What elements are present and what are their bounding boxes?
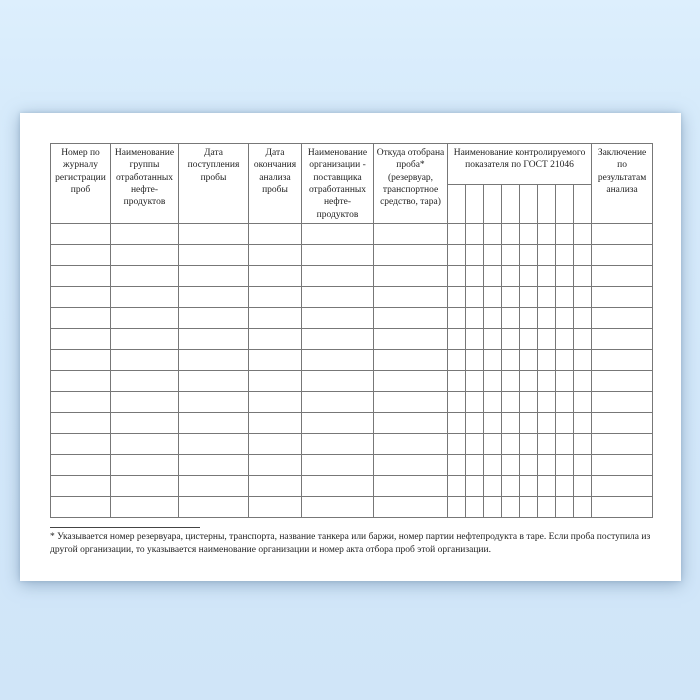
empty-cell [374, 371, 448, 392]
empty-cell [556, 413, 574, 434]
empty-cell [538, 245, 556, 266]
empty-cell [111, 308, 179, 329]
col-header-conclusion: Заключение по результатам анализа [592, 144, 653, 224]
empty-cell [111, 434, 179, 455]
empty-cell [592, 287, 653, 308]
empty-cell [538, 371, 556, 392]
empty-cell [302, 371, 374, 392]
table-row [51, 434, 653, 455]
empty-cell [484, 266, 502, 287]
table-row [51, 224, 653, 245]
empty-cell [538, 434, 556, 455]
empty-cell [111, 476, 179, 497]
empty-cell [374, 434, 448, 455]
empty-cell [448, 413, 466, 434]
empty-cell [502, 308, 520, 329]
empty-cell [592, 497, 653, 518]
empty-cell [574, 350, 592, 371]
empty-cell [592, 245, 653, 266]
empty-cell [574, 476, 592, 497]
empty-cell [179, 392, 249, 413]
empty-cell [179, 413, 249, 434]
empty-cell [111, 413, 179, 434]
empty-cell [520, 497, 538, 518]
empty-cell [484, 350, 502, 371]
empty-cell [592, 455, 653, 476]
empty-cell [484, 455, 502, 476]
empty-cell [448, 329, 466, 350]
empty-cell [556, 497, 574, 518]
empty-cell [448, 434, 466, 455]
empty-cell [466, 287, 484, 308]
empty-cell [374, 497, 448, 518]
empty-cell [111, 224, 179, 245]
empty-cell [179, 455, 249, 476]
empty-cell [374, 476, 448, 497]
empty-cell [249, 455, 302, 476]
empty-cell [484, 224, 502, 245]
empty-cell [484, 413, 502, 434]
footnote-separator-line [50, 527, 200, 528]
empty-cell [302, 287, 374, 308]
empty-cell [592, 476, 653, 497]
register-table [50, 143, 653, 518]
empty-cell [592, 308, 653, 329]
col-header-sample-origin: Откуда отобрана проба* (резервуар, транспортное средство, тара) [374, 144, 448, 224]
empty-cell [374, 350, 448, 371]
empty-cell [484, 308, 502, 329]
empty-cell [249, 371, 302, 392]
empty-cell [249, 434, 302, 455]
empty-cell [51, 476, 111, 497]
empty-cell [556, 371, 574, 392]
empty-cell [179, 245, 249, 266]
empty-cell [466, 371, 484, 392]
empty-cell [592, 371, 653, 392]
empty-cell [556, 476, 574, 497]
empty-cell [302, 245, 374, 266]
empty-cell [51, 350, 111, 371]
empty-cell [51, 308, 111, 329]
empty-cell [502, 245, 520, 266]
empty-cell [538, 329, 556, 350]
empty-cell [111, 455, 179, 476]
empty-cell [592, 224, 653, 245]
empty-cell [51, 371, 111, 392]
empty-cell [538, 413, 556, 434]
empty-cell [111, 350, 179, 371]
empty-cell [179, 266, 249, 287]
empty-cell [484, 245, 502, 266]
table-row [51, 266, 653, 287]
empty-cell [179, 371, 249, 392]
empty-cell [520, 392, 538, 413]
empty-cell [574, 266, 592, 287]
empty-cell [502, 434, 520, 455]
empty-cell [574, 497, 592, 518]
empty-cell [520, 434, 538, 455]
empty-cell [51, 392, 111, 413]
empty-cell [574, 308, 592, 329]
empty-cell [249, 266, 302, 287]
empty-cell [249, 308, 302, 329]
empty-cell [249, 497, 302, 518]
empty-cell [520, 287, 538, 308]
empty-cell [448, 497, 466, 518]
empty-cell [51, 455, 111, 476]
empty-cell [374, 329, 448, 350]
empty-cell [302, 455, 374, 476]
empty-cell [484, 497, 502, 518]
table-row [51, 287, 653, 308]
empty-cell [111, 245, 179, 266]
empty-cell [466, 266, 484, 287]
empty-cell [502, 392, 520, 413]
empty-cell [538, 224, 556, 245]
indicator-subcolumn-cell [520, 184, 538, 224]
indicator-subcolumn-cell [556, 184, 574, 224]
empty-cell [520, 455, 538, 476]
empty-cell [574, 329, 592, 350]
empty-cell [111, 497, 179, 518]
empty-cell [249, 413, 302, 434]
empty-cell [448, 392, 466, 413]
empty-cell [466, 308, 484, 329]
table-row [51, 350, 653, 371]
empty-cell [592, 392, 653, 413]
empty-cell [538, 287, 556, 308]
empty-cell [556, 455, 574, 476]
empty-cell [249, 224, 302, 245]
empty-cell [520, 245, 538, 266]
empty-cell [484, 329, 502, 350]
empty-cell [466, 455, 484, 476]
empty-cell [520, 371, 538, 392]
table-row [51, 329, 653, 350]
empty-cell [466, 329, 484, 350]
empty-cell [51, 245, 111, 266]
empty-cell [466, 224, 484, 245]
empty-cell [51, 329, 111, 350]
empty-cell [374, 455, 448, 476]
empty-cell [448, 287, 466, 308]
empty-cell [484, 476, 502, 497]
empty-cell [466, 350, 484, 371]
empty-cell [249, 329, 302, 350]
empty-cell [466, 245, 484, 266]
empty-cell [51, 224, 111, 245]
empty-cell [374, 224, 448, 245]
empty-cell [502, 476, 520, 497]
empty-cell [502, 497, 520, 518]
empty-cell [520, 476, 538, 497]
table-row [51, 245, 653, 266]
empty-cell [592, 329, 653, 350]
empty-cell [574, 245, 592, 266]
empty-cell [466, 413, 484, 434]
empty-cell [520, 350, 538, 371]
empty-cell [466, 497, 484, 518]
empty-cell [556, 329, 574, 350]
empty-cell [302, 434, 374, 455]
empty-cell [466, 476, 484, 497]
empty-cell [556, 287, 574, 308]
empty-cell [179, 476, 249, 497]
empty-cell [556, 434, 574, 455]
empty-cell [448, 350, 466, 371]
empty-cell [538, 476, 556, 497]
empty-cell [302, 497, 374, 518]
table-row [51, 476, 653, 497]
empty-cell [448, 266, 466, 287]
indicator-subcolumn-cell [574, 184, 592, 224]
table-header [51, 144, 653, 224]
empty-cell [556, 308, 574, 329]
empty-cell [520, 308, 538, 329]
empty-cell [179, 329, 249, 350]
empty-cell [502, 350, 520, 371]
empty-cell [448, 371, 466, 392]
empty-cell [249, 476, 302, 497]
empty-cell [574, 392, 592, 413]
empty-cell [538, 266, 556, 287]
empty-cell [538, 350, 556, 371]
col-header-date-analysis-end: Дата окончания анализа пробы [249, 144, 302, 224]
empty-cell [249, 392, 302, 413]
empty-cell [556, 266, 574, 287]
empty-cell [302, 329, 374, 350]
empty-cell [502, 266, 520, 287]
empty-cell [374, 266, 448, 287]
empty-cell [302, 413, 374, 434]
empty-cell [502, 329, 520, 350]
empty-cell [574, 224, 592, 245]
empty-cell [520, 329, 538, 350]
empty-cell [556, 224, 574, 245]
indicator-subcolumn-cell [466, 184, 484, 224]
empty-cell [448, 245, 466, 266]
empty-cell [302, 308, 374, 329]
empty-cell [574, 371, 592, 392]
indicator-subcolumn-cell [538, 184, 556, 224]
empty-cell [374, 392, 448, 413]
col-header-supplier-org: Наименование организации - поставщика отработанных нефте-продуктов [302, 144, 374, 224]
empty-cell [302, 476, 374, 497]
empty-cell [111, 329, 179, 350]
empty-cell [51, 266, 111, 287]
empty-cell [448, 224, 466, 245]
table-row [51, 497, 653, 518]
empty-cell [574, 287, 592, 308]
empty-cell [374, 245, 448, 266]
footnote-text: * Указывается номер резервуара, цистерны, транспорта, название танкера или баржи, номер партии нефтепродукта в таре. Если проба поступила из другой организации, то указывается наименование организации и номер акта отбора проб этой организации. [50, 532, 651, 556]
empty-cell [51, 287, 111, 308]
empty-cell [502, 371, 520, 392]
empty-cell [556, 245, 574, 266]
table-row [51, 455, 653, 476]
empty-cell [484, 392, 502, 413]
empty-cell [574, 413, 592, 434]
empty-cell [556, 392, 574, 413]
empty-cell [538, 308, 556, 329]
empty-cell [302, 350, 374, 371]
empty-cell [466, 392, 484, 413]
empty-cell [520, 413, 538, 434]
empty-cell [111, 287, 179, 308]
table-row [51, 413, 653, 434]
empty-cell [538, 392, 556, 413]
empty-cell [111, 266, 179, 287]
empty-cell [111, 371, 179, 392]
empty-cell [574, 434, 592, 455]
col-header-reg-number: Номер по журналу регистрации проб [51, 144, 111, 224]
empty-cell [592, 413, 653, 434]
empty-cell [448, 455, 466, 476]
col-header-product-group: Наименование группы отработанных нефте-продуктов [111, 144, 179, 224]
empty-cell [249, 287, 302, 308]
form-page [20, 113, 681, 581]
empty-cell [448, 476, 466, 497]
empty-cell [592, 434, 653, 455]
col-header-indicator-group: Наименование контролируемого показателя по ГОСТ 21046 [448, 144, 592, 185]
empty-cell [484, 434, 502, 455]
empty-cell [538, 497, 556, 518]
empty-cell [466, 434, 484, 455]
empty-cell [179, 434, 249, 455]
table-body [51, 224, 653, 518]
footnote [50, 527, 651, 557]
indicator-subcolumn-cell [502, 184, 520, 224]
empty-cell [538, 455, 556, 476]
empty-cell [502, 455, 520, 476]
empty-cell [51, 497, 111, 518]
empty-cell [484, 287, 502, 308]
empty-cell [51, 413, 111, 434]
empty-cell [374, 287, 448, 308]
empty-cell [520, 266, 538, 287]
empty-cell [179, 350, 249, 371]
table-row [51, 308, 653, 329]
empty-cell [502, 287, 520, 308]
empty-cell [302, 266, 374, 287]
empty-cell [179, 224, 249, 245]
empty-cell [374, 308, 448, 329]
empty-cell [302, 392, 374, 413]
header-row-main [51, 144, 653, 185]
empty-cell [111, 392, 179, 413]
empty-cell [502, 224, 520, 245]
empty-cell [574, 455, 592, 476]
empty-cell [249, 350, 302, 371]
empty-cell [484, 371, 502, 392]
col-header-date-received: Дата поступления пробы [179, 144, 249, 224]
empty-cell [502, 413, 520, 434]
empty-cell [520, 224, 538, 245]
empty-cell [448, 308, 466, 329]
table-row [51, 392, 653, 413]
empty-cell [51, 434, 111, 455]
empty-cell [179, 497, 249, 518]
empty-cell [592, 350, 653, 371]
empty-cell [592, 266, 653, 287]
empty-cell [179, 287, 249, 308]
empty-cell [374, 413, 448, 434]
indicator-subcolumn-cell [448, 184, 466, 224]
empty-cell [302, 224, 374, 245]
table-row [51, 371, 653, 392]
empty-cell [249, 245, 302, 266]
indicator-subcolumn-cell [484, 184, 502, 224]
empty-cell [179, 308, 249, 329]
empty-cell [556, 350, 574, 371]
